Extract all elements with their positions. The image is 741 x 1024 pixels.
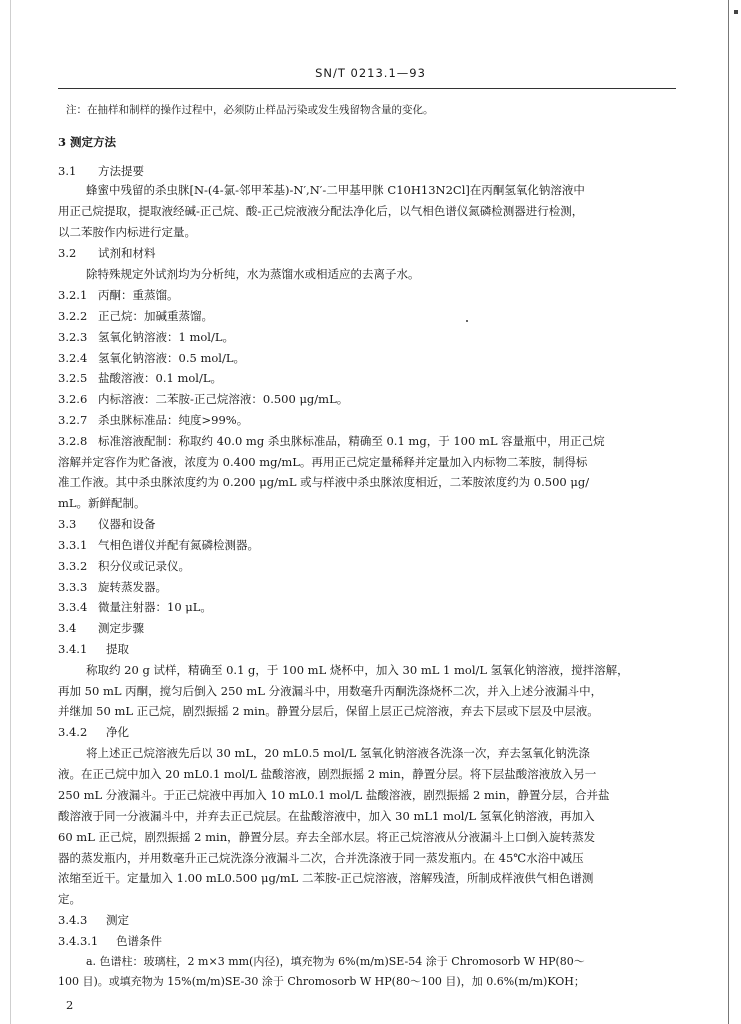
section-title: 测定步骤 bbox=[98, 621, 144, 635]
paragraph-line: 定。 bbox=[58, 892, 81, 906]
paragraph-line: 准工作液。其中杀虫脒浓度约为 0.200 μg/mL 或与样液中杀虫脒浓度相近，二苯胺浓度约为 0.500 μg/ bbox=[58, 475, 590, 489]
paragraph-line: a. 色谱柱：玻璃柱，2 m×3 mm(内径)，填充物为 6%(m/m)SE-54 涂于 Chromosorb W HP(80～ bbox=[86, 955, 585, 968]
section-title: 测定 bbox=[106, 913, 129, 927]
item-text: 正己烷：加碱重蒸馏。 bbox=[98, 309, 213, 323]
list-item bbox=[58, 599, 212, 615]
paragraph-line: 将上述正己烷溶液先后以 30 mL，20 mL0.5 mol/L 氢氧化钠溶液各洗涤一次，弃去氢氧化钠洗涤 bbox=[86, 746, 590, 760]
item-number: 3.2.2 bbox=[58, 309, 88, 323]
section-3-heading: 3 测定方法 bbox=[58, 135, 117, 149]
header-rule bbox=[58, 88, 676, 89]
section-number: 3.3 bbox=[58, 517, 77, 531]
item-number: 3.2.4 bbox=[58, 351, 88, 365]
list-item bbox=[58, 412, 248, 428]
section-title: 提取 bbox=[106, 642, 129, 656]
paragraph-line: 液。在正己烷中加入 20 mL0.1 mol/L 盐酸溶液，剧烈振摇 2 min，静置分层。将下层盐酸溶液放入另一 bbox=[58, 767, 597, 781]
section-number: 3.1 bbox=[58, 164, 77, 178]
item-number: 3.2.5 bbox=[58, 371, 88, 385]
item-text: 内标溶液：二苯胺-正己烷溶液：0.500 μg/mL。 bbox=[98, 392, 349, 406]
paragraph-line: 蜂蜜中残留的杀虫脒[N-(4-氯-邻甲苯基)-N′,N′-二甲基甲脒 C10H13N2Cl]在丙酮氢氧化钠溶液中 bbox=[86, 183, 585, 197]
paragraph-line: 并继加 50 mL 正己烷，剧烈振摇 2 min。静置分层后，保留上层正己烷溶液，弃去下层或下层及中层液。 bbox=[58, 704, 599, 718]
section-3-4-heading bbox=[58, 620, 144, 636]
list-item bbox=[58, 433, 605, 449]
section-number: 3.4.2 bbox=[58, 725, 88, 739]
item-number: 3.2.3 bbox=[58, 330, 88, 344]
section-3-4-1-heading bbox=[58, 641, 129, 657]
section-title: 色谱条件 bbox=[116, 934, 162, 948]
paragraph-line: 再加 50 mL 丙酮，搅匀后倒入 250 mL 分液漏斗中，用数毫升丙酮洗涤烧杯二次，并入上述分液漏斗中， bbox=[58, 684, 603, 698]
section-3-4-3-1-heading bbox=[58, 933, 162, 949]
paragraph-line: 60 mL 正己烷，剧烈振摇 2 min，静置分层。弃去全部水层。将正己烷溶液从分液漏斗上口倒入旋转蒸发 bbox=[58, 830, 596, 844]
paragraph-line: 器的蒸发瓶内，并用数毫升正己烷洗涤分液漏斗二次，合并洗涤液于同一蒸发瓶内。在 45℃水浴中减压 bbox=[58, 851, 584, 865]
item-text: 积分仪或记录仪。 bbox=[98, 559, 190, 573]
list-item bbox=[58, 308, 213, 324]
scan-speck bbox=[466, 320, 468, 322]
paragraph-line: mL。新鲜配制。 bbox=[58, 496, 146, 510]
item-number: 3.3.3 bbox=[58, 580, 88, 594]
section-number: 3.4.3 bbox=[58, 913, 88, 927]
list-item bbox=[58, 329, 234, 345]
section-title: 仪器和设备 bbox=[98, 517, 156, 531]
section-number: 3.4 bbox=[58, 621, 77, 635]
paragraph-line: 称取约 20 g 试样，精确至 0.1 g，于 100 mL 烧杯中，加入 30 mL 1 mol/L 氢氧化钠溶液，搅拌溶解， bbox=[86, 663, 629, 677]
item-text: 标准溶液配制：称取约 40.0 mg 杀虫脒标准品，精确至 0.1 mg，于 100 mL 容量瓶中，用正己烷 bbox=[98, 434, 605, 448]
item-number: 3.2.6 bbox=[58, 392, 88, 406]
section-number: 3.4.3.1 bbox=[58, 934, 99, 948]
scan-edge-left bbox=[10, 0, 11, 1024]
paragraph-line: 以二苯胺作内标进行定量。 bbox=[58, 225, 196, 239]
item-text: 微量注射器：10 μL。 bbox=[98, 600, 212, 614]
paragraph-line: 100 目)。或填充物为 15%(m/m)SE-30 涂于 Chromosorb W HP(80～100 目)，加 0.6%(m/m)KOH； bbox=[58, 975, 585, 988]
section-number: 3.4.1 bbox=[58, 642, 88, 656]
doc-number: SN/T 0213.1—93 bbox=[315, 66, 426, 80]
scan-edge-right bbox=[728, 0, 729, 1024]
section-3-1-heading bbox=[58, 163, 144, 179]
paragraph-line: 酸溶液于同一分液漏斗中，并弃去正己烷层。在盐酸溶液中，加入 30 mL1 mol/L 氢氧化钠溶液，再加入 bbox=[58, 809, 595, 823]
section-title: 净化 bbox=[106, 725, 129, 739]
section-3-2-heading bbox=[58, 245, 156, 261]
section-3-4-2-heading bbox=[58, 724, 129, 740]
section-number: 3.2 bbox=[58, 246, 77, 260]
item-number: 3.3.2 bbox=[58, 559, 88, 573]
section-title: 方法提要 bbox=[98, 164, 144, 178]
item-number: 3.2.8 bbox=[58, 434, 88, 448]
item-text: 盐酸溶液：0.1 mol/L。 bbox=[98, 371, 222, 385]
sampling-note: 注：在抽样和制样的操作过程中，必须防止样品污染或发生残留物含量的变化。 bbox=[66, 104, 434, 116]
section-3-3-heading bbox=[58, 516, 156, 532]
list-item bbox=[58, 558, 190, 574]
item-text: 氢氧化钠溶液：0.5 mol/L。 bbox=[98, 351, 245, 365]
item-number: 3.2.1 bbox=[58, 288, 88, 302]
list-item bbox=[58, 391, 348, 407]
list-item bbox=[58, 579, 167, 595]
item-number: 3.2.7 bbox=[58, 413, 88, 427]
item-text: 丙酮：重蒸馏。 bbox=[98, 288, 179, 302]
scan-mark bbox=[734, 10, 738, 14]
list-item bbox=[58, 287, 179, 303]
paragraph-line: 除特殊规定外试剂均为分析纯，水为蒸馏水或相适应的去离子水。 bbox=[86, 267, 420, 281]
section-3-4-3-heading bbox=[58, 912, 129, 928]
list-item bbox=[58, 537, 259, 553]
paragraph-line: 250 mL 分液漏斗。于正己烷液中再加入 10 mL0.1 mol/L 盐酸溶液，剧烈振摇 2 min，静置分层，合并盐 bbox=[58, 788, 610, 802]
item-number: 3.3.1 bbox=[58, 538, 88, 552]
paragraph-line: 浓缩至近干。定量加入 1.00 mL0.500 μg/mL 二苯胺-正己烷溶液，溶解残渣，所制成样液供气相色谱测 bbox=[58, 871, 594, 885]
item-number: 3.3.4 bbox=[58, 600, 88, 614]
section-title: 试剂和材料 bbox=[98, 246, 156, 260]
list-item bbox=[58, 370, 222, 386]
item-text: 杀虫脒标准品：纯度>99%。 bbox=[98, 413, 249, 427]
item-text: 氢氧化钠溶液：1 mol/L。 bbox=[98, 330, 234, 344]
paragraph-line: 用正己烷提取，提取液经碱-正己烷、酸-正己烷液液分配法净化后，以气相色谱仪氮磷检测器进行检测， bbox=[58, 204, 584, 218]
item-text: 旋转蒸发器。 bbox=[98, 580, 167, 594]
list-item bbox=[58, 350, 245, 366]
item-text: 气相色谱仪并配有氮磷检测器。 bbox=[98, 538, 259, 552]
paragraph-line: 溶解并定容作为贮备液，浓度为 0.400 mg/mL。再用正己烷定量稀释并定量加入内标物二苯胺，制得标 bbox=[58, 455, 588, 469]
page-number: 2 bbox=[66, 998, 74, 1012]
